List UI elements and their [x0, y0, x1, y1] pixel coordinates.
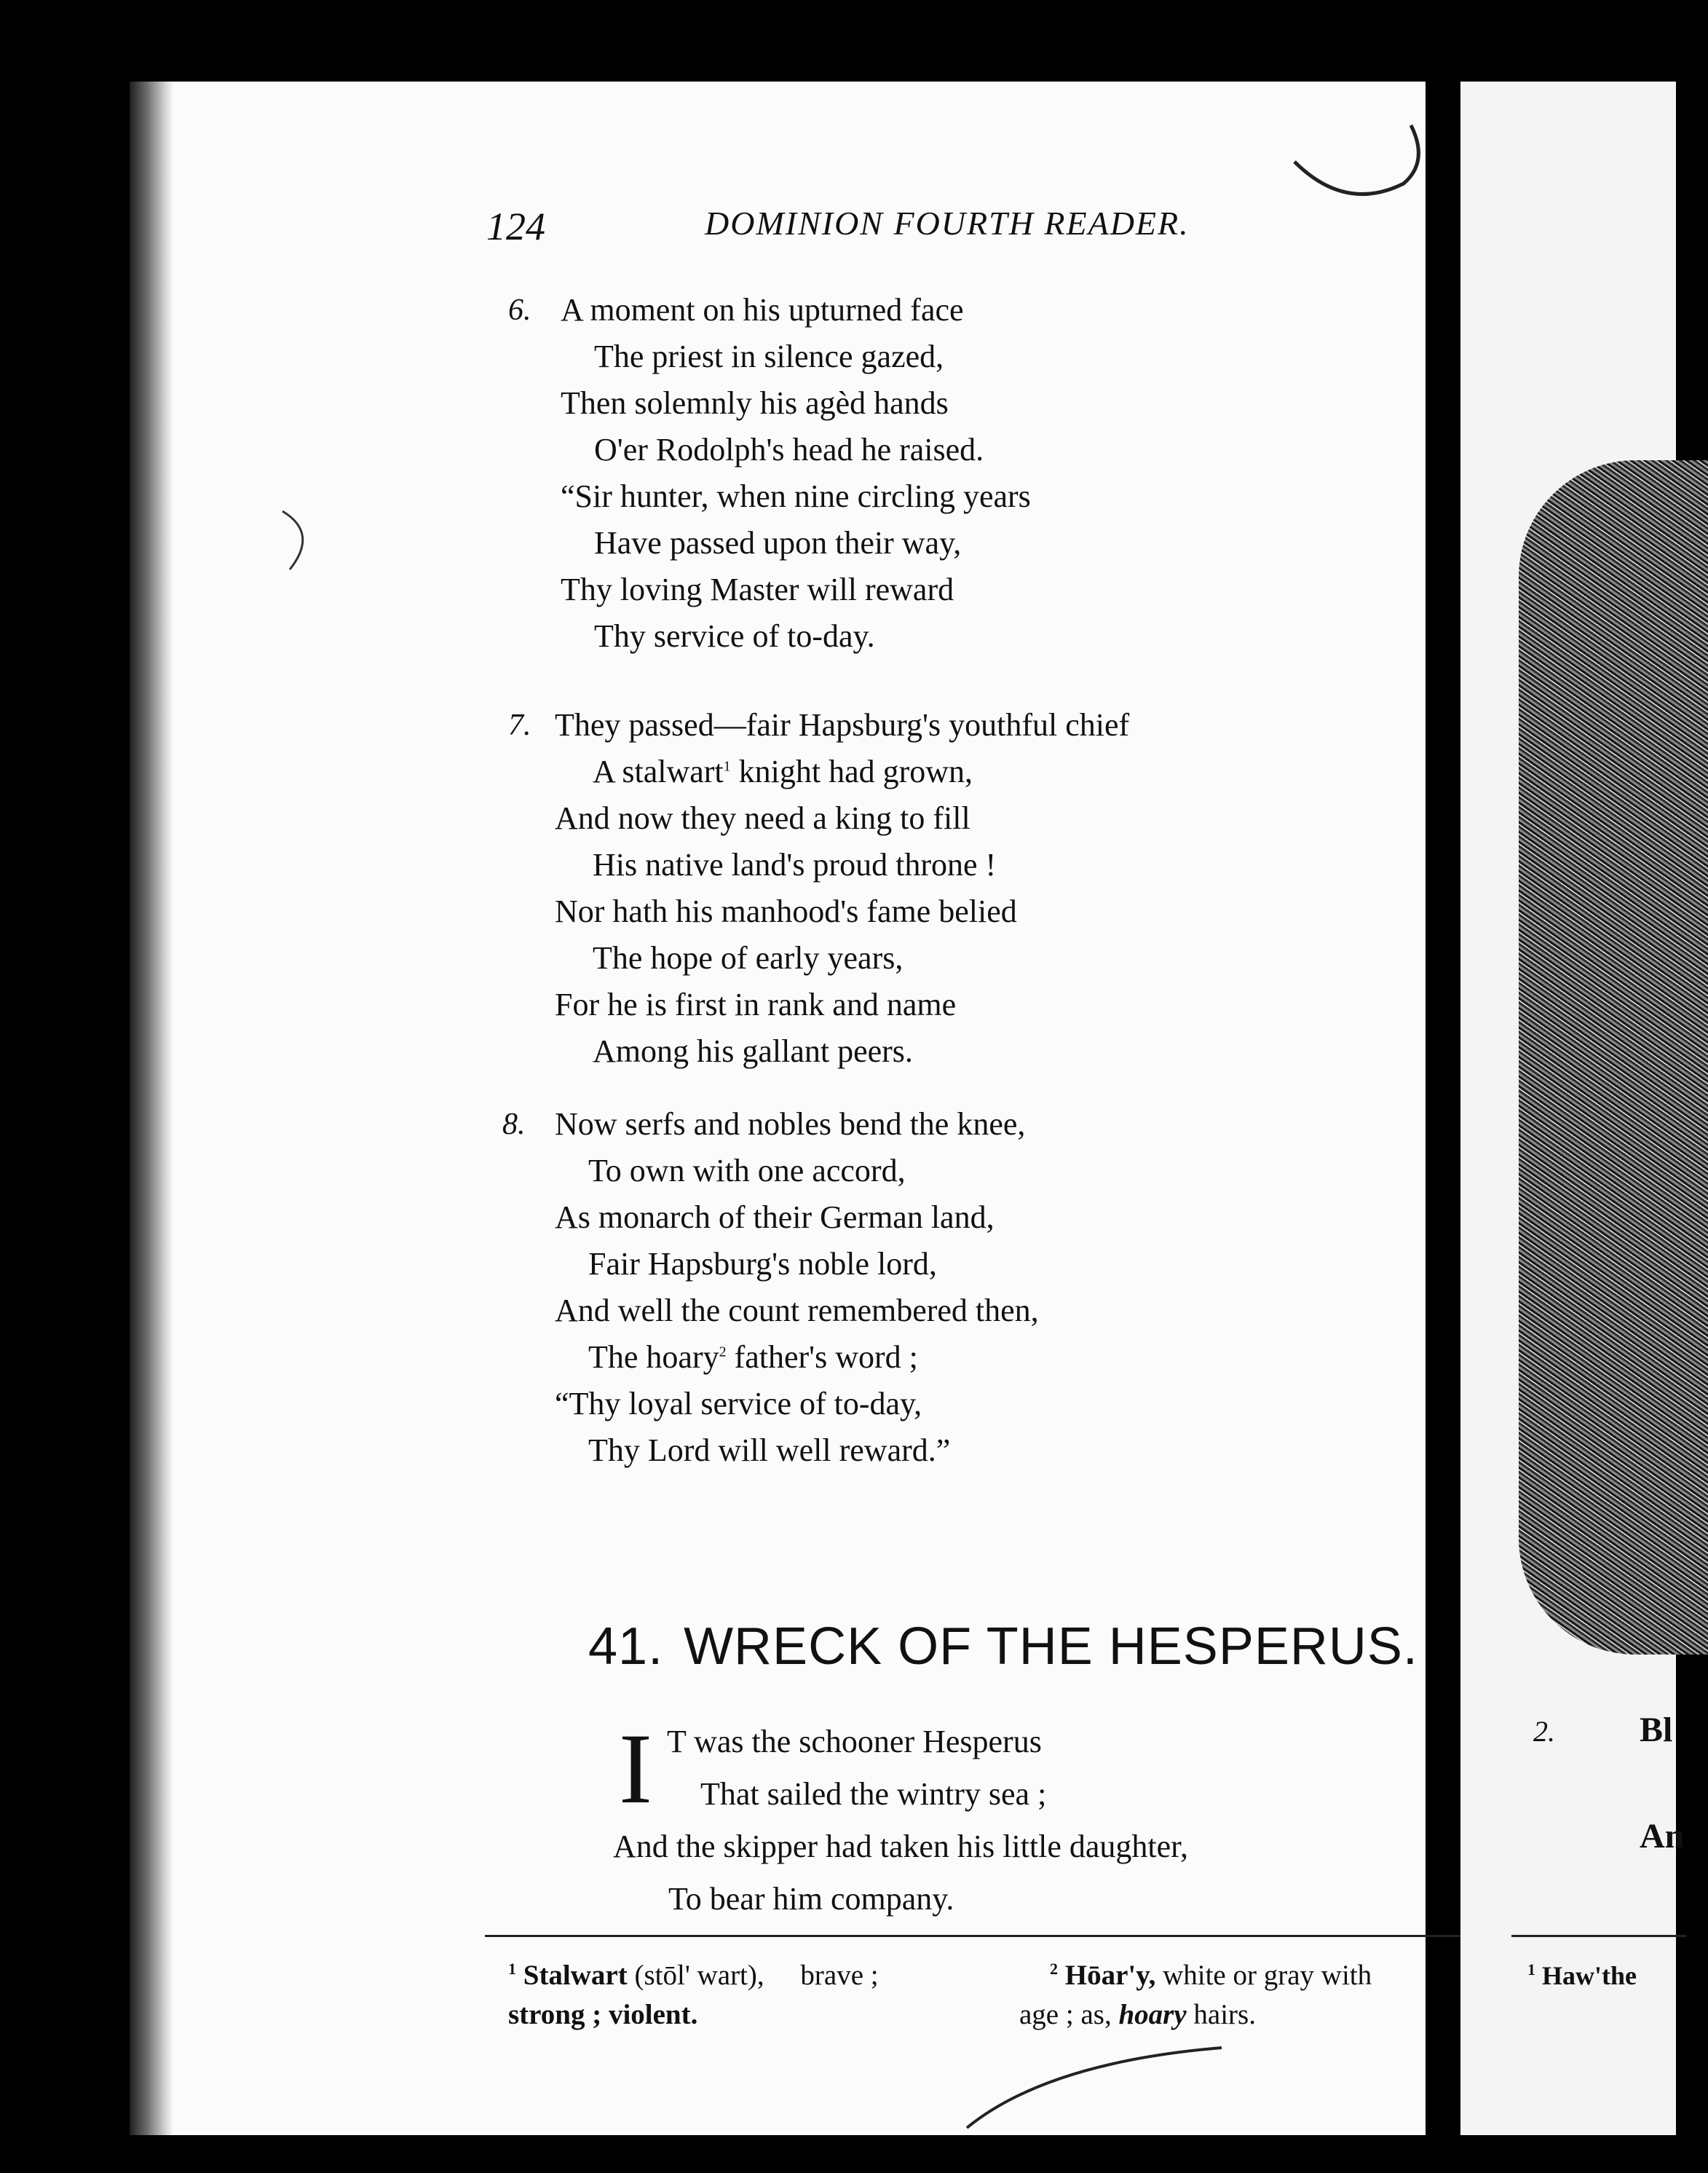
poem-line: Among his gallant peers.	[593, 1033, 913, 1069]
poem-line: And the skipper had taken his little daughter,	[613, 1829, 1189, 1864]
text-fragment: Bl	[1640, 1711, 1673, 1749]
poem-line: To own with one accord,	[588, 1153, 906, 1188]
poem-line: And now they need a king to fill	[555, 800, 970, 836]
lesson-heading	[588, 1617, 1418, 1676]
running-title: DOMINION FOURTH READER.	[705, 205, 1190, 242]
pen-mark	[275, 504, 333, 577]
footnote-1: $^1$ Stalwart (stōl' wart), brave ;	[508, 1960, 879, 1991]
pen-mark	[1280, 111, 1440, 205]
footnote-1-continued: strong ; violent.	[508, 1999, 698, 2030]
footnote-ref: 1	[723, 758, 731, 775]
stanza-number: 6.	[508, 293, 531, 327]
page-number: 124	[486, 205, 545, 248]
footnote-2-continued: age ; as, hoary hairs.	[1019, 1999, 1256, 2030]
poem-line: O'er Rodolph's head he raised.	[594, 432, 984, 468]
stanza-number: 7.	[508, 709, 531, 742]
facing-page	[1460, 82, 1685, 2135]
poem-line: Then solemnly his agèd hands	[561, 385, 949, 421]
poem-line: The hoary$^2$ father's word ;	[588, 1339, 918, 1375]
poem-line: The hope of early years,	[593, 940, 904, 976]
footnote-divider	[485, 1935, 1519, 1937]
poem-line: Fair Hapsburg's noble lord,	[588, 1246, 937, 1282]
poem-line: They passed—fair Hapsburg's youthful chief	[555, 707, 1130, 743]
footnote-2: $^2$ Hōar'y, white or gray with	[1050, 1960, 1372, 1991]
poem-line: T was the schooner Hesperus	[667, 1724, 1042, 1759]
stanza-number: 2.	[1533, 1715, 1555, 1748]
pen-mark	[960, 2033, 1236, 2135]
poem-line: For he is first in rank and name	[555, 987, 957, 1022]
poem-line: As monarch of their German land,	[555, 1199, 995, 1235]
footnote-fragment: $^1$ Haw'the	[1527, 1960, 1637, 1990]
poem-line: That sailed the wintry sea ;	[700, 1776, 1047, 1812]
text-fragment: An	[1640, 1817, 1685, 1855]
footnote-divider	[1511, 1935, 1686, 1937]
poem-line: Thy Lord will well reward.”	[588, 1432, 951, 1468]
stanza-number: 8.	[502, 1108, 526, 1141]
footnote-ref: 2	[719, 1344, 727, 1360]
lesson-number: 41.	[588, 1617, 664, 1676]
poem-line: Nor hath his manhood's fame belied	[555, 894, 1017, 929]
poem-line: His native land's proud throne !	[593, 847, 997, 883]
poem-line: A stalwart$^1$ knight had grown,	[593, 754, 973, 789]
poem-line: A moment on his upturned face	[561, 292, 964, 328]
poem-line: The priest in silence gazed,	[594, 339, 944, 374]
drop-cap: I	[619, 1713, 652, 1824]
poem-line: Thy service of to-day.	[594, 618, 875, 654]
book-page	[130, 82, 1426, 2135]
poem-line: Have passed upon their way,	[594, 525, 962, 561]
poem-line: Thy loving Master will reward	[561, 572, 954, 607]
poem-line: To bear him company.	[668, 1881, 954, 1917]
engraving-illustration	[1519, 460, 1708, 1655]
poem-line: And well the count remembered then,	[555, 1293, 1039, 1328]
poem-line: “Thy loyal service of to-day,	[555, 1386, 922, 1421]
poem-line: “Sir hunter, when nine circling years	[561, 478, 1031, 514]
poem-line: Now serfs and nobles bend the knee,	[555, 1106, 1026, 1142]
lesson-title: WRECK OF THE HESPERUS.	[684, 1617, 1418, 1676]
